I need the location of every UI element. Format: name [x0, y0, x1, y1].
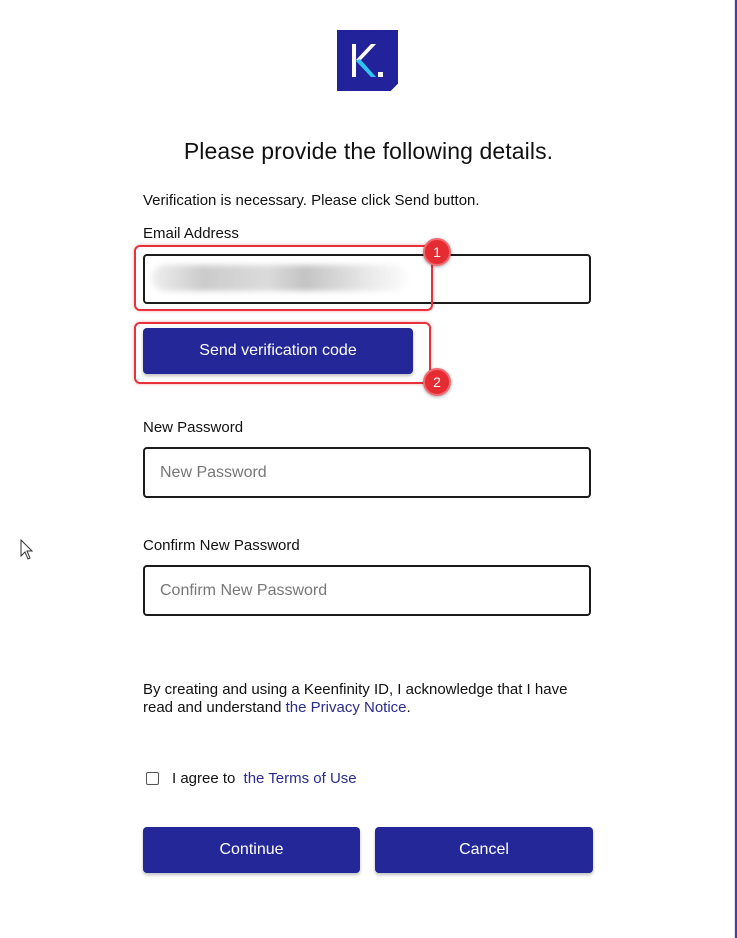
annotation-box-send [134, 322, 431, 384]
terms-text: I agree to [172, 770, 240, 787]
confirm-password-field[interactable] [143, 565, 591, 616]
send-verification-code-button[interactable]: Send verification code [143, 328, 413, 374]
verification-info-text: Verification is necessary. Please click Send button. [143, 192, 480, 209]
privacy-notice-suffix: . [406, 699, 411, 716]
terms-agreement-row [146, 770, 357, 787]
keenfinity-logo [337, 30, 398, 91]
cancel-button[interactable]: Cancel [375, 827, 593, 873]
mouse-cursor-icon [20, 539, 34, 561]
new-password-field[interactable] [143, 447, 591, 498]
new-password-label: New Password [143, 419, 244, 436]
continue-button[interactable]: Continue [143, 827, 360, 873]
annotation-box-email [134, 245, 433, 311]
page-title: Please provide the following details. [183, 138, 554, 164]
terms-checkbox[interactable] [146, 772, 159, 785]
email-label: Email Address [143, 225, 239, 242]
privacy-notice-text: By creating and using a Keenfinity ID, I acknowledge that I have read and understand [143, 681, 568, 716]
privacy-notice-link[interactable]: the Privacy Notice [285, 699, 407, 716]
annotation-badge-2: 2 [423, 368, 451, 396]
annotation-badge-1: 1 [423, 238, 451, 266]
terms-of-use-link[interactable]: the Terms of Use [243, 770, 357, 787]
privacy-notice [143, 681, 593, 717]
logo-k-icon [337, 30, 398, 91]
confirm-password-label: Confirm New Password [143, 537, 300, 554]
